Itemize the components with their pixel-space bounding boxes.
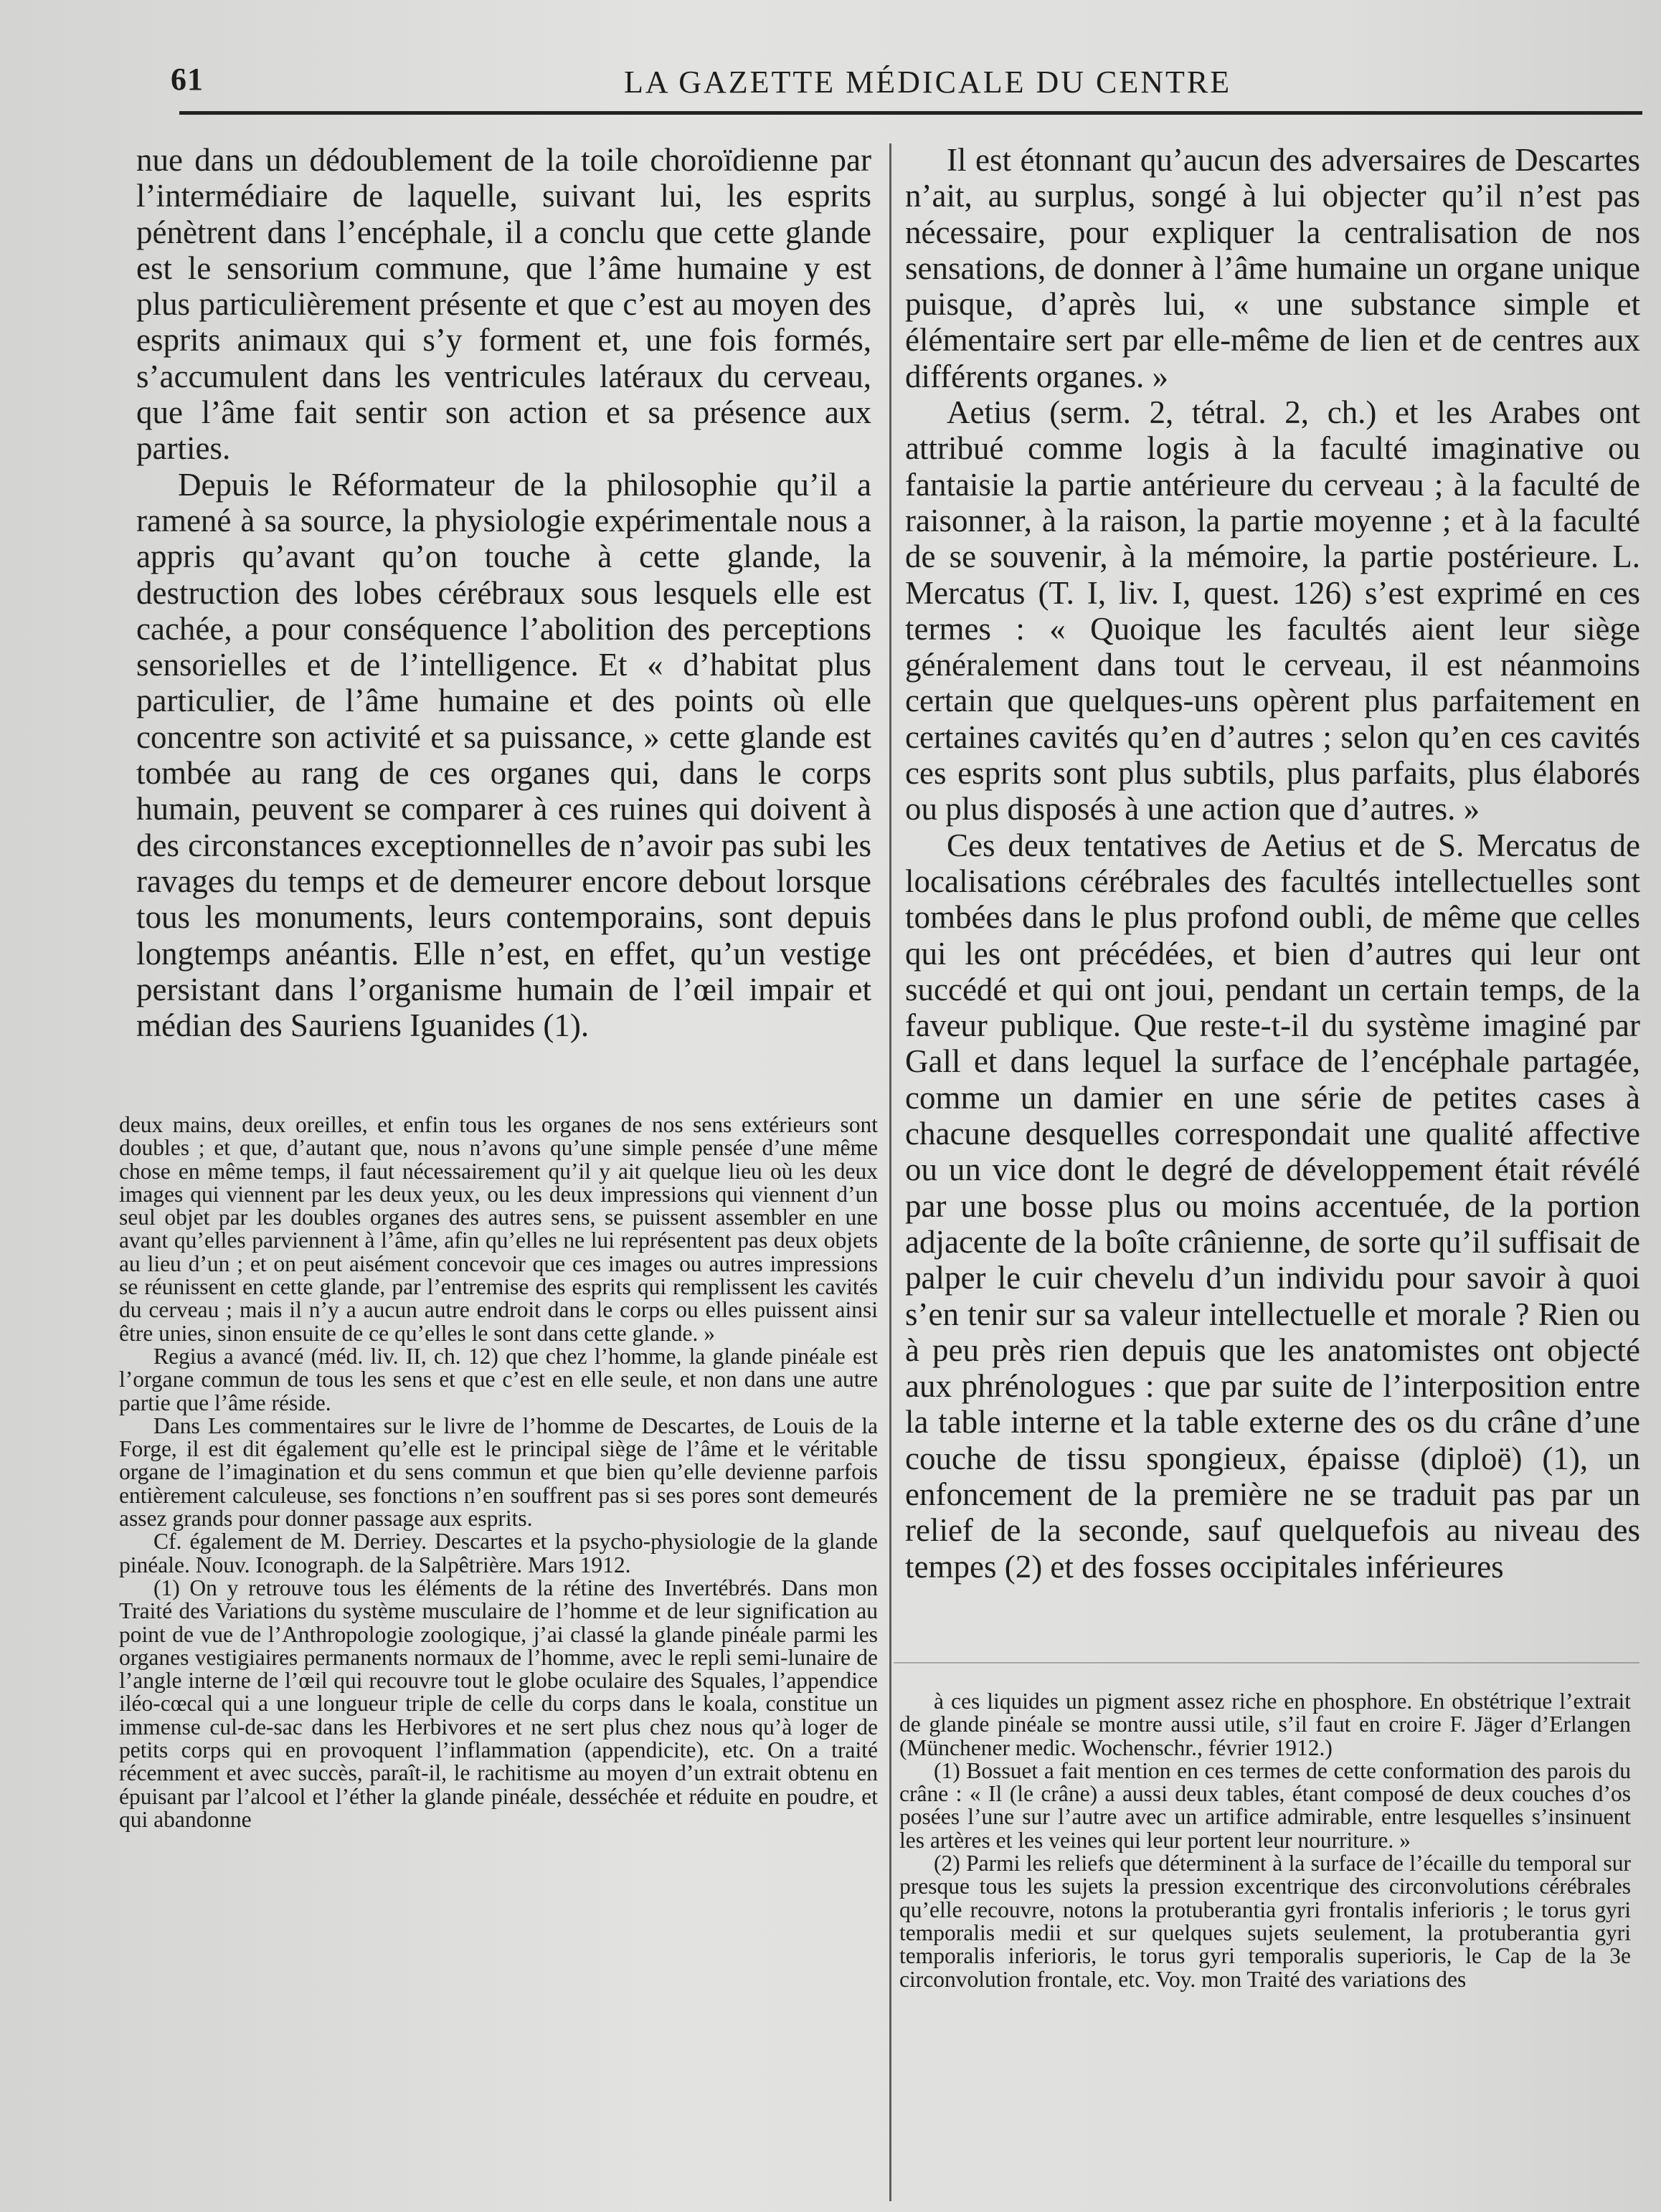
- footnote-paragraph: Regius a avancé (méd. liv. II, ch. 12) que chez l’homme, la glande pinéale est l’organe commun de tous les sens et que c’est en elle seule, et non dans une autre partie que l’âme réside.: [119, 1343, 878, 1415]
- left-column-footnotes: [119, 1114, 878, 1831]
- page-number: 61: [171, 62, 204, 97]
- footnote-paragraph: Dans Les commentaires sur le livre de l’homme de Descartes, de Louis de la Forge, il est dit également qu’elle est le principal siège de l’âme et le véritable organe de l’imagination et du sens commun et que bien qu’elle devienne parfois entièrement calculeuse, ses fonctions n’en souffrent pas si ses pores sont demeurés assez grands pour donner passage aux esprits.: [119, 1413, 878, 1532]
- footnote-paragraph: (1) On y retrouve tous les éléments de la rétine des Invertébrés. Dans mon Traité des Variations du système musculaire de l’homme et de leur signification au point de vue de l’Anthropologie zoologique, j’ai classé la glande pinéale parmi les organes vestigiaires permanents normaux de l’homme, avec le repli semi-lunaire de l’angle interne de l’œil qui recouvre tout le globe oculaire des Squales, l’appendice iléo-cœcal qui a une longueur triple de celle du corps dans le koala, constitue un immense cul-de-sac dans les Herbivores et ne sert plus chez nous qu’à loger de petits corps qui en provoquent l’inflammation (appendicite), etc. On a traité récemment et avec succès, paraît-il, le rachitisme au moyen d’un extrait obtenu en épuisant par l’alcool et l’éther la glande pinéale, desséchée et réduite en poudre, et qui abandonne: [119, 1575, 878, 1832]
- paragraph: Il est étonnant qu’aucun des adversaires de Descartes n’ait, au surplus, songé à lui objecter qu’il n’est pas nécessaire, pour expliquer la centralisation de nos sensations, de donner à l’âme humaine un organe unique puisque, d’après lui, « une substance simple et élémentaire sert par elle-même de lien et de centres aux différents organes. »: [905, 142, 1640, 394]
- footnote-paragraph: deux mains, deux oreilles, et enfin tous les organes de nos sens extérieurs sont doubles ; et que, d’autant que, nous n’avons qu’une simple pensée d’une même chose en même temps, il faut nécessairement qu’il y ait quelque lieu où les deux images qui viennent par les deux yeux, ou les deux impressions qui viennent d’un seul objet par les doubles organes des autres sens, se puissent assembler en une avant qu’elles parviennent à l’âme, afin qu’elles ne lui représentent pas deux objets au lieu d’un ; et on peut aisément concevoir que ces images ou autres impressions se réunissent en cette glande, par l’entremise des esprits qui remplissent les cavités du cerveau ; mais il n’y a aucun autre endroit dans le corps ou elles puissent ainsi être unies, sinon ensuite de ce qu’elles le sont dans cette glande. »: [119, 1112, 878, 1346]
- left-column-body: [136, 142, 871, 1043]
- footnote-paragraph: Cf. également de M. Derriey. Descartes et la psycho-physiologie de la glande pinéale. Nouv. Iconograph. de la Salpêtrière. Mars 1912.: [119, 1529, 878, 1577]
- footnote-paragraph: (2) Parmi les reliefs que déterminent à la surface de l’écaille du temporal sur presque tous les sujets la pression excentrique des circonvolutions cérébrales qu’elle recouvre, notons la protuberantia gyri frontalis inferioris ; le torus gyri temporalis medii et sur quelques sujets seulement, la protuberantia gyri temporalis inferioris, le torus gyri temporalis superioris, le Cap de la 3e circonvolution frontale, etc. Voy. mon Traité des variations des: [899, 1851, 1631, 1992]
- column-divider: [889, 143, 891, 2201]
- paragraph: nue dans un dédoublement de la toile choroïdienne par l’intermédiaire de laquelle, suivant lui, les esprits pénètrent dans l’encéphale, il a conclu que cette glande est le sensorium commune, que l’âme humaine y est plus particulièrement présente et que c’est au moyen des esprits animaux qui s’y forment et, une fois formés, s’accumulent dans les ventricules latéraux du cerveau, que l’âme fait sentir son action et sa présence aux parties.: [136, 142, 871, 467]
- footnote-paragraph: à ces liquides un pigment assez riche en phosphore. En obstétrique l’extrait de glande pinéale se montre aussi utile, s’il faut en croire F. Jäger d’Erlangen (Münchener medic. Wochenschr., février 1912.): [899, 1689, 1631, 1760]
- header-rule: [179, 111, 1642, 115]
- right-column-body: [905, 142, 1640, 1585]
- right-column-footnotes: [899, 1690, 1631, 1991]
- paragraph: Depuis le Réformateur de la philosophie qu’il a ramené à sa source, la physiologie expérimentale nous a appris qu’avant qu’on touche à cette glande, la destruction des lobes cérébraux sous lesquels elle est cachée, a pour conséquence l’abolition des perceptions sensorielles et de l’intelligence. Et « d’habitat plus particulier, de l’âme humaine et des points où elle concentre son activité et sa puissance, » cette glande est tombée au rang de ces organes qui, dans le corps humain, peuvent se comparer à ces ruines qui doivent à des circonstances exceptionnelles de n’avoir pas subi les ravages du temps et de demeurer encore debout lorsque tous les monuments, leurs contemporains, sont depuis longtemps anéantis. Elle n’est, en effet, qu’un vestige persistant dans l’organisme humain de l’œil impair et médian des Sauriens Iguanides (1).: [136, 466, 871, 1044]
- page-header: [165, 61, 1628, 111]
- paragraph: Aetius (serm. 2, tétral. 2, ch.) et les Arabes ont attribué comme logis à la faculté imaginative ou fantaisie la partie antérieure du cerveau ; à la faculté de raisonner, à la raison, la partie moyenne ; et à la faculté de se souvenir, à la mémoire, la partie postérieure. L. Mercatus (T. I, liv. I, quest. 126) s’est exprimé en ces termes : « Quoique les facultés aient leur siège généralement dans tout le cerveau, il est néanmoins certain que quelques-uns opèrent plus parfaitement en certaines cavités qu’en d’autres ; selon qu’en ces cavités ces esprits sont plus subtils, plus parfaits, plus élaborés ou plus disposés à une action que d’autres. »: [905, 394, 1640, 827]
- footnote-separator: [894, 1662, 1639, 1663]
- paragraph: Ces deux tentatives de Aetius et de S. Mercatus de localisations cérébrales des facultés intellectuelles sont tombées dans le plus profond oubli, de même que celles qui les ont précédées, et bien d’autres qui leur ont succédé et qui ont joui, pendant un certain temps, de la faveur publique. Que reste-t-il du système imaginé par Gall et dans lequel la surface de l’encéphale partagée, comme un damier en une série de petites cases à chacune desquelles correspondait une qualité affective ou un vice dont le degré de développement était révélé par une bosse plus ou moins accentuée, de la portion adjacente de la boîte crânienne, de sorte qu’il suffisait de palper le cuir chevelu d’un individu pour savoir à quoi s’en tenir sur sa valeur intellectuelle et morale ? Rien ou à peu près rien depuis que les anatomistes ont objecté aux phrénologues : que par suite de l’interposition entre la table interne et la table externe des os du crâne d’une couche de tissu spongieux, épaisse (diploë) (1), un enfoncement de la première ne se traduit pas par un relief de la seconde, sauf quelquefois au niveau des tempes (2) et des fosses occipitales inférieures: [905, 827, 1640, 1585]
- running-title: LA GAZETTE MÉDICALE DU CENTRE: [624, 65, 1232, 100]
- footnote-paragraph: (1) Bossuet a fait mention en ces termes de cette conformation des parois du crâne : « Il (le crâne) a aussi deux tables, étant composé de deux couches d’os posées l’une sur l’autre avec un artifice admirable, entre lesquelles s’insinuent les artères et les veines qui leur portent leur nourriture. »: [899, 1757, 1631, 1853]
